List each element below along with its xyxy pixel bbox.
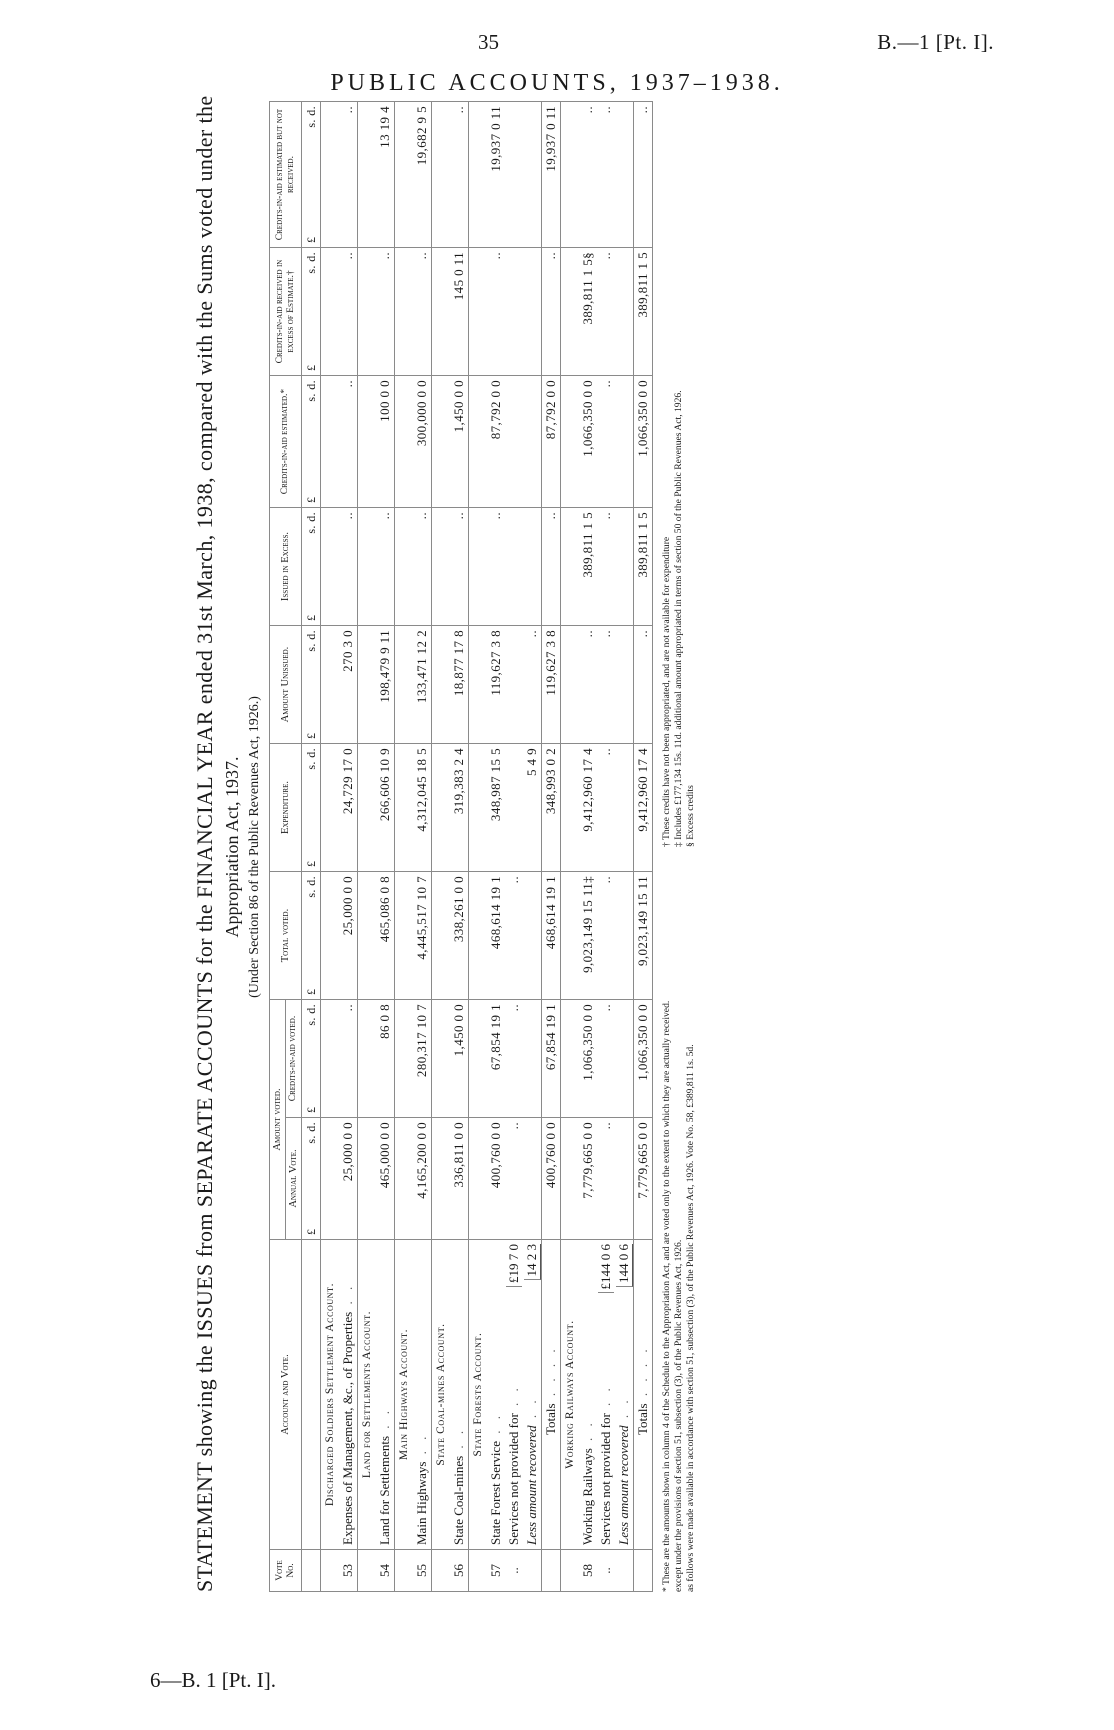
cell-excess bbox=[505, 508, 523, 626]
cell-unissued: .. bbox=[579, 626, 597, 744]
cell-cr-not: 19,937 0 11 bbox=[542, 102, 561, 248]
cell-expenditure bbox=[615, 744, 634, 872]
cell-total: 4,445,517 10 7 bbox=[413, 872, 432, 1000]
empty-cell bbox=[358, 1118, 377, 1240]
cell-credits-voted: 67,854 19 1 bbox=[487, 1000, 505, 1118]
table-row bbox=[579, 102, 597, 1592]
col-annual-vote: Annual Vote. bbox=[286, 1118, 302, 1240]
cell-cr-est: 87,792 0 0 bbox=[487, 376, 505, 508]
leader-dots: . . bbox=[506, 1384, 521, 1414]
vote-number bbox=[634, 1550, 653, 1592]
cell-excess bbox=[523, 508, 542, 626]
cell-cr-not: 19,682 9 5 bbox=[413, 102, 432, 248]
empty-cell bbox=[561, 376, 580, 508]
cell-expenditure: 266,606 10 9 bbox=[376, 744, 395, 872]
col-amount-voted: Amount voted. bbox=[270, 1000, 286, 1240]
footnotes bbox=[661, 102, 697, 1592]
cell-cr-rec: .. bbox=[542, 248, 561, 376]
empty-cell bbox=[561, 1000, 580, 1118]
empty-cell bbox=[395, 1118, 414, 1240]
bracket-amount: 144 0 6 bbox=[616, 1244, 633, 1287]
cell-credits-voted: .. bbox=[597, 1000, 615, 1118]
leader-dots: . . bbox=[615, 1396, 631, 1426]
cell-annual: 4,165,200 0 0 bbox=[413, 1118, 432, 1240]
empty-cell bbox=[395, 376, 414, 508]
cell-cr-est: 1,066,350 0 0 bbox=[634, 376, 653, 508]
vote-number: .. bbox=[505, 1550, 523, 1592]
footnote-star-cont2: as follows were made available in accordance with section 51, subsection (3), of the Public Revenues Act, 1926. Vote No. 58, £389,811 1s. 5d. bbox=[685, 1044, 696, 1592]
accounts-table bbox=[269, 101, 653, 1592]
page-number: 35 bbox=[478, 30, 499, 54]
running-title: PUBLIC ACCOUNTS, 1937–1938. bbox=[330, 70, 784, 96]
cell-credits-voted bbox=[523, 1000, 542, 1118]
cell-unissued: 119,627 3 8 bbox=[487, 626, 505, 744]
empty-cell bbox=[321, 744, 340, 872]
col-expenditure: Expenditure. bbox=[270, 744, 302, 872]
footnote-section: § Excess credits bbox=[685, 785, 696, 847]
cell-total: .. bbox=[597, 872, 615, 1000]
cell-excess: 389,811 1 5 bbox=[634, 508, 653, 626]
cell-cr-not bbox=[615, 102, 634, 248]
leader-dots: . . bbox=[488, 1412, 503, 1442]
item-label-text: Services not provided for bbox=[506, 1413, 521, 1545]
item-label bbox=[339, 1240, 358, 1550]
empty-cell bbox=[432, 102, 451, 248]
col-account-and-vote: Account and Vote. bbox=[270, 1240, 302, 1550]
leader-dots: . . bbox=[414, 1432, 429, 1462]
cell-cr-not: .. bbox=[634, 102, 653, 248]
leader-dots: . . bbox=[580, 1419, 595, 1449]
cell-credits-voted: .. bbox=[339, 1000, 358, 1118]
cell-annual: 7,779,665 0 0 bbox=[579, 1118, 597, 1240]
empty-cell bbox=[358, 102, 377, 248]
section-heading: Discharged Soldiers Settlement Account. bbox=[321, 1240, 340, 1550]
empty-cell bbox=[469, 744, 488, 872]
empty-cell bbox=[358, 376, 377, 508]
empty-cell bbox=[432, 376, 451, 508]
empty-cell bbox=[358, 508, 377, 626]
item-label-text: Main Highways bbox=[414, 1461, 429, 1545]
cell-excess: .. bbox=[597, 508, 615, 626]
cell-annual: 25,000 0 0 bbox=[339, 1118, 358, 1240]
cell-cr-not: 19,937 0 11 bbox=[487, 102, 505, 248]
cell-cr-rec: .. bbox=[413, 248, 432, 376]
empty-cell bbox=[561, 508, 580, 626]
item-label bbox=[505, 1240, 523, 1550]
vote-number: 56 bbox=[450, 1550, 469, 1592]
item-label-text: Less amount recovered bbox=[523, 1425, 539, 1545]
cell-cr-rec bbox=[505, 248, 523, 376]
vote-number: 54 bbox=[376, 1550, 395, 1592]
item-label bbox=[487, 1240, 505, 1550]
cell-cr-est: 300,000 0 0 bbox=[413, 376, 432, 508]
cell-excess: .. bbox=[450, 508, 469, 626]
cell-excess: .. bbox=[487, 508, 505, 626]
cell-cr-not: 13 19 4 bbox=[376, 102, 395, 248]
cell-total: 25,000 0 0 bbox=[339, 872, 358, 1000]
cell-annual bbox=[523, 1118, 542, 1240]
empty-cell bbox=[321, 1118, 340, 1240]
cell-cr-est bbox=[523, 376, 542, 508]
vote-number bbox=[542, 1550, 561, 1592]
cell-annual bbox=[615, 1118, 634, 1240]
empty-cell bbox=[321, 376, 340, 508]
cell-annual: .. bbox=[597, 1118, 615, 1240]
cell-total: .. bbox=[505, 872, 523, 1000]
cell-expenditure: 9,412,960 17 4 bbox=[634, 744, 653, 872]
empty-cell bbox=[321, 508, 340, 626]
footnote-dagger: † These credits have not been appropriated, and are not available for expenditure bbox=[661, 536, 672, 847]
cell-credits-voted: 1,066,350 0 0 bbox=[634, 1000, 653, 1118]
item-label-text: Land for Settlements bbox=[377, 1435, 392, 1545]
empty-cell bbox=[321, 1000, 340, 1118]
leader-dots: . . bbox=[340, 1282, 355, 1312]
footnote-ddagger: ‡ Includes £177,134 15s. 11d. additional amount appropriated in terms of section 50 of the Public Revenues Act, 1926. bbox=[673, 390, 684, 847]
vote-number bbox=[523, 1550, 542, 1592]
bracket-amount: £19 7 0 bbox=[506, 1244, 522, 1287]
table-row bbox=[523, 102, 542, 1592]
vote-number: .. bbox=[597, 1550, 615, 1592]
cell-unissued bbox=[615, 626, 634, 744]
table-row bbox=[376, 102, 395, 1592]
cell-unissued: 198,479 9 11 bbox=[376, 626, 395, 744]
item-label bbox=[579, 1240, 597, 1550]
cell-excess: .. bbox=[376, 508, 395, 626]
cell-unissued: 133,471 12 2 bbox=[413, 626, 432, 744]
section-heading: State Coal-mines Account. bbox=[432, 1240, 451, 1550]
cell-cr-rec: .. bbox=[339, 248, 358, 376]
bracket-amount: 14 2 3 bbox=[524, 1244, 541, 1281]
empty-cell bbox=[358, 248, 377, 376]
section-heading-row bbox=[432, 102, 451, 1592]
empty-cell bbox=[469, 626, 488, 744]
cell-cr-est: 1,450 0 0 bbox=[450, 376, 469, 508]
col-credits-estimated: Credits-in-aid estimated.* bbox=[270, 376, 302, 508]
cell-cr-rec: .. bbox=[487, 248, 505, 376]
item-label bbox=[615, 1240, 634, 1550]
cell-credits-voted: 280,317 10 7 bbox=[413, 1000, 432, 1118]
col-credits-received-excess: Credits-in-aid received in excess of Estimate.† bbox=[270, 248, 302, 376]
table-row bbox=[339, 102, 358, 1592]
leader-dots: . . bbox=[523, 1396, 539, 1426]
cell-cr-not bbox=[505, 102, 523, 248]
empty-cell bbox=[432, 744, 451, 872]
cell-expenditure: 348,993 0 2 bbox=[542, 744, 561, 872]
empty-cell bbox=[432, 872, 451, 1000]
cell-cr-est: 1,066,350 0 0 bbox=[579, 376, 597, 508]
item-label-text: Less amount recovered bbox=[615, 1425, 631, 1545]
cell-cr-not bbox=[523, 102, 542, 248]
empty-cell bbox=[321, 102, 340, 248]
vote-number: 55 bbox=[413, 1550, 432, 1592]
item-label-text: Working Railways bbox=[580, 1448, 595, 1545]
empty-cell bbox=[469, 102, 488, 248]
vote-cell bbox=[561, 1550, 580, 1592]
cell-cr-est: .. bbox=[597, 376, 615, 508]
col-total-voted: Total voted. bbox=[270, 872, 302, 1000]
statement-authority: (Under Section 86 of the Public Revenues Act, 1926.) bbox=[247, 696, 262, 998]
cell-excess: 389,811 1 5 bbox=[579, 508, 597, 626]
item-label bbox=[413, 1240, 432, 1550]
empty-cell bbox=[432, 1118, 451, 1240]
cell-annual: .. bbox=[505, 1118, 523, 1240]
cell-excess: .. bbox=[542, 508, 561, 626]
empty-cell bbox=[469, 872, 488, 1000]
cell-total: 338,261 0 0 bbox=[450, 872, 469, 1000]
section-heading-row bbox=[321, 102, 340, 1592]
item-label bbox=[523, 1240, 542, 1550]
cell-unissued: 270 3 0 bbox=[339, 626, 358, 744]
item-label-text: Expenses of Management, &c., of Properties bbox=[340, 1311, 355, 1545]
cell-unissued: .. bbox=[634, 626, 653, 744]
footnote-star-cont: except under the provisions of section 51, subsection (3), of the Public Revenues Act, 1926. bbox=[673, 1239, 684, 1592]
section-heading: Land for Settlements Account. bbox=[358, 1240, 377, 1550]
item-label-text: Services not provided for bbox=[598, 1413, 613, 1545]
item-label bbox=[376, 1240, 395, 1550]
col-issued-in-excess: Issued in Excess. bbox=[270, 508, 302, 626]
col-vote-no: Vote No. bbox=[270, 1550, 302, 1592]
col-credits-not-received: Credits-in-aid estimated but not received. bbox=[270, 102, 302, 248]
cell-credits-voted: .. bbox=[505, 1000, 523, 1118]
item-label-text: State Coal-mines bbox=[451, 1455, 466, 1545]
empty-cell bbox=[432, 508, 451, 626]
empty-cell bbox=[561, 626, 580, 744]
cell-cr-est bbox=[505, 376, 523, 508]
totals-row bbox=[542, 102, 561, 1592]
col-credits-voted: Credits-in-aid voted. bbox=[286, 1000, 302, 1118]
item-label-text: State Forest Service bbox=[488, 1441, 503, 1545]
cell-credits-voted bbox=[615, 1000, 634, 1118]
cell-total: 468,614 19 1 bbox=[542, 872, 561, 1000]
cell-cr-est bbox=[615, 376, 634, 508]
cell-expenditure: 5 4 9 bbox=[523, 744, 542, 872]
cell-cr-rec bbox=[615, 248, 634, 376]
cell-annual: 400,760 0 0 bbox=[542, 1118, 561, 1240]
empty-cell bbox=[432, 248, 451, 376]
empty-cell bbox=[395, 872, 414, 1000]
cell-expenditure bbox=[505, 744, 523, 872]
empty-cell bbox=[469, 1000, 488, 1118]
table-row bbox=[505, 102, 523, 1592]
table-row bbox=[615, 102, 634, 1592]
leader-dots: . . . . bbox=[635, 1345, 650, 1404]
cell-cr-est: 100 0 0 bbox=[376, 376, 395, 508]
cell-cr-not: .. bbox=[450, 102, 469, 248]
cell-expenditure: 24,729 17 0 bbox=[339, 744, 358, 872]
cell-annual: 336,811 0 0 bbox=[450, 1118, 469, 1240]
cell-cr-est: .. bbox=[339, 376, 358, 508]
cell-total bbox=[615, 872, 634, 1000]
vote-cell bbox=[395, 1550, 414, 1592]
empty-cell bbox=[321, 248, 340, 376]
cell-expenditure: 319,383 2 4 bbox=[450, 744, 469, 872]
cell-credits-voted: 67,854 19 1 bbox=[542, 1000, 561, 1118]
cell-total: 9,023,149 15 11 bbox=[634, 872, 653, 1000]
empty-cell bbox=[321, 872, 340, 1000]
totals-row bbox=[634, 102, 653, 1592]
section-heading-row bbox=[469, 102, 488, 1592]
vote-number bbox=[615, 1550, 634, 1592]
section-heading-row bbox=[395, 102, 414, 1592]
empty-cell bbox=[358, 626, 377, 744]
empty-cell bbox=[561, 744, 580, 872]
bottom-reference: 6—B. 1 [Pt. I]. bbox=[150, 1668, 276, 1692]
cell-annual: 7,779,665 0 0 bbox=[634, 1118, 653, 1240]
cell-excess: .. bbox=[339, 508, 358, 626]
cell-cr-est: 87,792 0 0 bbox=[542, 376, 561, 508]
vote-number: 53 bbox=[339, 1550, 358, 1592]
cell-cr-not: .. bbox=[579, 102, 597, 248]
totals-label bbox=[634, 1240, 653, 1550]
empty-cell bbox=[321, 626, 340, 744]
empty-cell bbox=[432, 626, 451, 744]
empty-cell bbox=[395, 626, 414, 744]
cell-unissued bbox=[505, 626, 523, 744]
cell-cr-rec: .. bbox=[597, 248, 615, 376]
empty-cell bbox=[561, 1118, 580, 1240]
cell-cr-rec: 389,811 1 5§ bbox=[579, 248, 597, 376]
statement-subtitle: Appropriation Act, 1937. bbox=[222, 756, 242, 938]
table-row bbox=[597, 102, 615, 1592]
vote-cell bbox=[321, 1550, 340, 1592]
empty-cell bbox=[432, 1000, 451, 1118]
cell-total: 9,023,149 15 11‡ bbox=[579, 872, 597, 1000]
empty-cell bbox=[469, 508, 488, 626]
document-reference: B.—1 [Pt. I]. bbox=[877, 30, 994, 54]
cell-expenditure: 4,312,045 18 5 bbox=[413, 744, 432, 872]
cell-unissued: 119,627 3 8 bbox=[542, 626, 561, 744]
cell-annual: 465,000 0 0 bbox=[376, 1118, 395, 1240]
col-amount-unissued: Amount Unissued. bbox=[270, 626, 302, 744]
empty-cell bbox=[358, 744, 377, 872]
cell-expenditure: 9,412,960 17 4 bbox=[579, 744, 597, 872]
cell-cr-not: .. bbox=[339, 102, 358, 248]
empty-cell bbox=[561, 102, 580, 248]
cell-annual: 400,760 0 0 bbox=[487, 1118, 505, 1240]
cell-total bbox=[523, 872, 542, 1000]
section-heading: Main Highways Account. bbox=[395, 1240, 414, 1550]
cell-total: 465,086 0 8 bbox=[376, 872, 395, 1000]
empty-cell bbox=[469, 376, 488, 508]
cell-unissued: 18,877 17 8 bbox=[450, 626, 469, 744]
item-label bbox=[597, 1240, 615, 1550]
empty-cell bbox=[395, 248, 414, 376]
cell-unissued: .. bbox=[597, 626, 615, 744]
cell-cr-rec bbox=[523, 248, 542, 376]
cell-credits-voted: 86 0 8 bbox=[376, 1000, 395, 1118]
section-heading: Working Railways Account. bbox=[561, 1240, 580, 1550]
statement-title: STATEMENT showing the ISSUES from SEPARATE ACCOUNTS for the FINANCIAL YEAR ended 31st March, 1938, compared with the Sums voted under the bbox=[192, 95, 217, 1592]
empty-cell bbox=[395, 508, 414, 626]
empty-cell bbox=[561, 248, 580, 376]
table-row bbox=[487, 102, 505, 1592]
section-heading-row bbox=[358, 102, 377, 1592]
vote-cell bbox=[469, 1550, 488, 1592]
cell-cr-rec: 389,811 1 5 bbox=[634, 248, 653, 376]
empty-cell bbox=[395, 1000, 414, 1118]
item-label bbox=[450, 1240, 469, 1550]
cell-cr-rec: 145 0 11 bbox=[450, 248, 469, 376]
table-row bbox=[413, 102, 432, 1592]
cell-total: 468,614 19 1 bbox=[487, 872, 505, 1000]
empty-cell bbox=[561, 872, 580, 1000]
section-heading: State Forests Account. bbox=[469, 1240, 488, 1550]
empty-cell bbox=[469, 248, 488, 376]
vote-cell bbox=[432, 1550, 451, 1592]
leader-dots: . . . . bbox=[543, 1345, 558, 1404]
empty-cell bbox=[395, 744, 414, 872]
footnote-star: * These are the amounts shown in column 4 of the Schedule to the Appropriation Act, and are voted only to the extent to which they are actually received. bbox=[661, 1000, 672, 1592]
vote-cell bbox=[358, 1550, 377, 1592]
cell-credits-voted: 1,450 0 0 bbox=[450, 1000, 469, 1118]
table-row bbox=[450, 102, 469, 1592]
cell-excess: .. bbox=[413, 508, 432, 626]
cell-expenditure: 348,987 15 5 bbox=[487, 744, 505, 872]
bracket-amount: £144 0 6 bbox=[598, 1244, 614, 1294]
units-row: £ s. d. £ s. d. £ s. d. £ s. d. £ s. d. £ s. d. £ s. d. £ s. d. £ s. d. bbox=[302, 102, 321, 1592]
totals-label bbox=[542, 1240, 561, 1550]
item-label-text: Totals bbox=[543, 1403, 558, 1435]
leader-dots: . . bbox=[598, 1384, 613, 1414]
empty-cell bbox=[358, 872, 377, 1000]
vote-number: 57 bbox=[487, 1550, 505, 1592]
empty-cell bbox=[358, 1000, 377, 1118]
leader-dots: . . bbox=[377, 1406, 392, 1436]
cell-cr-not: .. bbox=[597, 102, 615, 248]
empty-cell bbox=[469, 1118, 488, 1240]
empty-cell bbox=[395, 102, 414, 248]
cell-credits-voted: 1,066,350 0 0 bbox=[579, 1000, 597, 1118]
section-heading-row bbox=[561, 102, 580, 1592]
leader-dots: . . bbox=[451, 1426, 466, 1456]
cell-unissued: .. bbox=[523, 626, 542, 744]
vote-number: 58 bbox=[579, 1550, 597, 1592]
statement-landscape-block bbox=[190, 95, 830, 1592]
item-label-text: Totals bbox=[635, 1403, 650, 1435]
cell-cr-rec: .. bbox=[376, 248, 395, 376]
cell-excess bbox=[615, 508, 634, 626]
cell-expenditure: .. bbox=[597, 744, 615, 872]
